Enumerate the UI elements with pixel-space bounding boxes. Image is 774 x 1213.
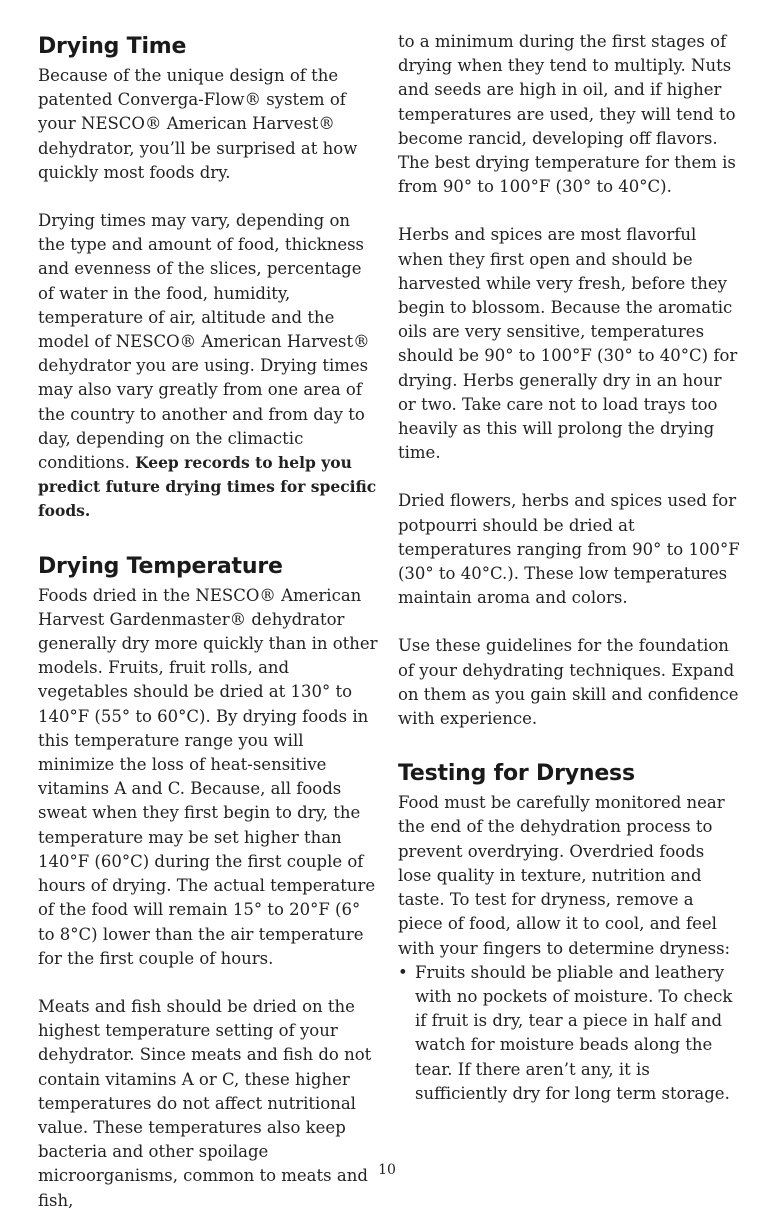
drying-time-paragraph-2 [38,209,378,524]
testing-dryness-paragraph-1: Food must be carefully monitored near the end of the dehydration process to prevent overdrying. Overdried foods lose quality in texture, nutrition and taste. To test for dryness, remove a piece of food, allow it to cool, and feel with your fingers to determine dryness: [398,793,731,958]
testing-dryness-bullet-fruits [398,961,740,1106]
drying-temperature-paragraph-2: Meats and fish should be dried on the highest temperature setting of your dehydrator. Since meats and fish do not contain vitamins A or C, these higher temperatures do not affect nutritional value. These temperatures also keep bacteria and other spoilage microorganisms, common to meats and fish, [38,996,372,1210]
bullet-marker: • [398,962,408,982]
heading-drying-time: Drying Time [38,34,187,59]
left-column [38,30,378,1213]
drying-temperature-paragraph-3: Herbs and spices are most flavorful when they first open and should be harvested while very fresh, before they begin to blossom. Because the aromatic oils are very sensitive, temperatures should be 90° to 100°F (30° to 40°C) for drying. Herbs generally dry in an hour or two. Take care not to load trays too heavily as this will prolong the drying time. [398,225,738,463]
drying-time-emphasis: Keep records to help you predict future drying times for specific foods. [38,453,377,521]
heading-testing-for-dryness: Testing for Dryness [398,761,635,787]
drying-temperature-paragraph-4: Dried flowers, herbs and spices used for potpourri should be dried at temperatures ranging from 90° to 100°F (30° to 40°C.). These low temperatures maintain aroma and colors. [398,491,740,608]
drying-temperature-paragraph-5: Use these guidelines for the foundation of your dehydrating techniques. Expand on them as you gain skill and confidence with experience. [398,636,739,729]
page-number: 10 [378,1162,396,1178]
drying-time-paragraph-1: Because of the unique design of the patented Converga-Flow® system of your NESCO® American Harvest® dehydrator, you’ll be surprised at how quickly most foods dry. [38,66,358,182]
heading-drying-temperature: Drying Temperature [38,553,283,579]
drying-time-paragraph-2-text: Drying times may vary, depending on the type and amount of food, thickness and evenness of the slices, percentage of water in the food, humidity, temperature of air, altitude and the model of NESCO® American Harvest® dehydrator you are using. Drying times may also vary greatly from one area of the country to another and from day to day, depending on the climactic conditions. [38,211,370,473]
bullet-text: Fruits should be pliable and leathery with no pockets of moisture. To check if fruit is dry, tear a piece in half and watch for moisture beads along the tear. If there aren’t any, it is sufficiently dry for long term storage. [415,962,733,1103]
right-column [398,30,740,1106]
drying-temperature-paragraph-2-continued: to a minimum during the first stages of drying when they tend to multiply. Nuts and seeds are high in oil, and if higher temperatures are used, they will tend to become rancid, developing off flavors. The best drying temperature for them is from 90° to 100°F (30° to 40°C). [398,32,736,197]
drying-temperature-paragraph-1: Foods dried in the NESCO® American Harvest Gardenmaster® dehydrator generally dry more quickly than in other models. Fruits, fruit rolls, and vegetables should be dried at 130° to 140°F (55° to 60°C). By drying foods in this temperature range you will minimize the loss of heat-sensitive vitamins A and C. Because, all foods sweat when they first begin to dry, the temperature may be set higher than 140°F (60°C) during the first couple of hours of drying. The actual temperature of the food will remain 15° to 20°F (6° to 8°C) lower than the air temperature for the first couple of hours. [38,585,378,968]
